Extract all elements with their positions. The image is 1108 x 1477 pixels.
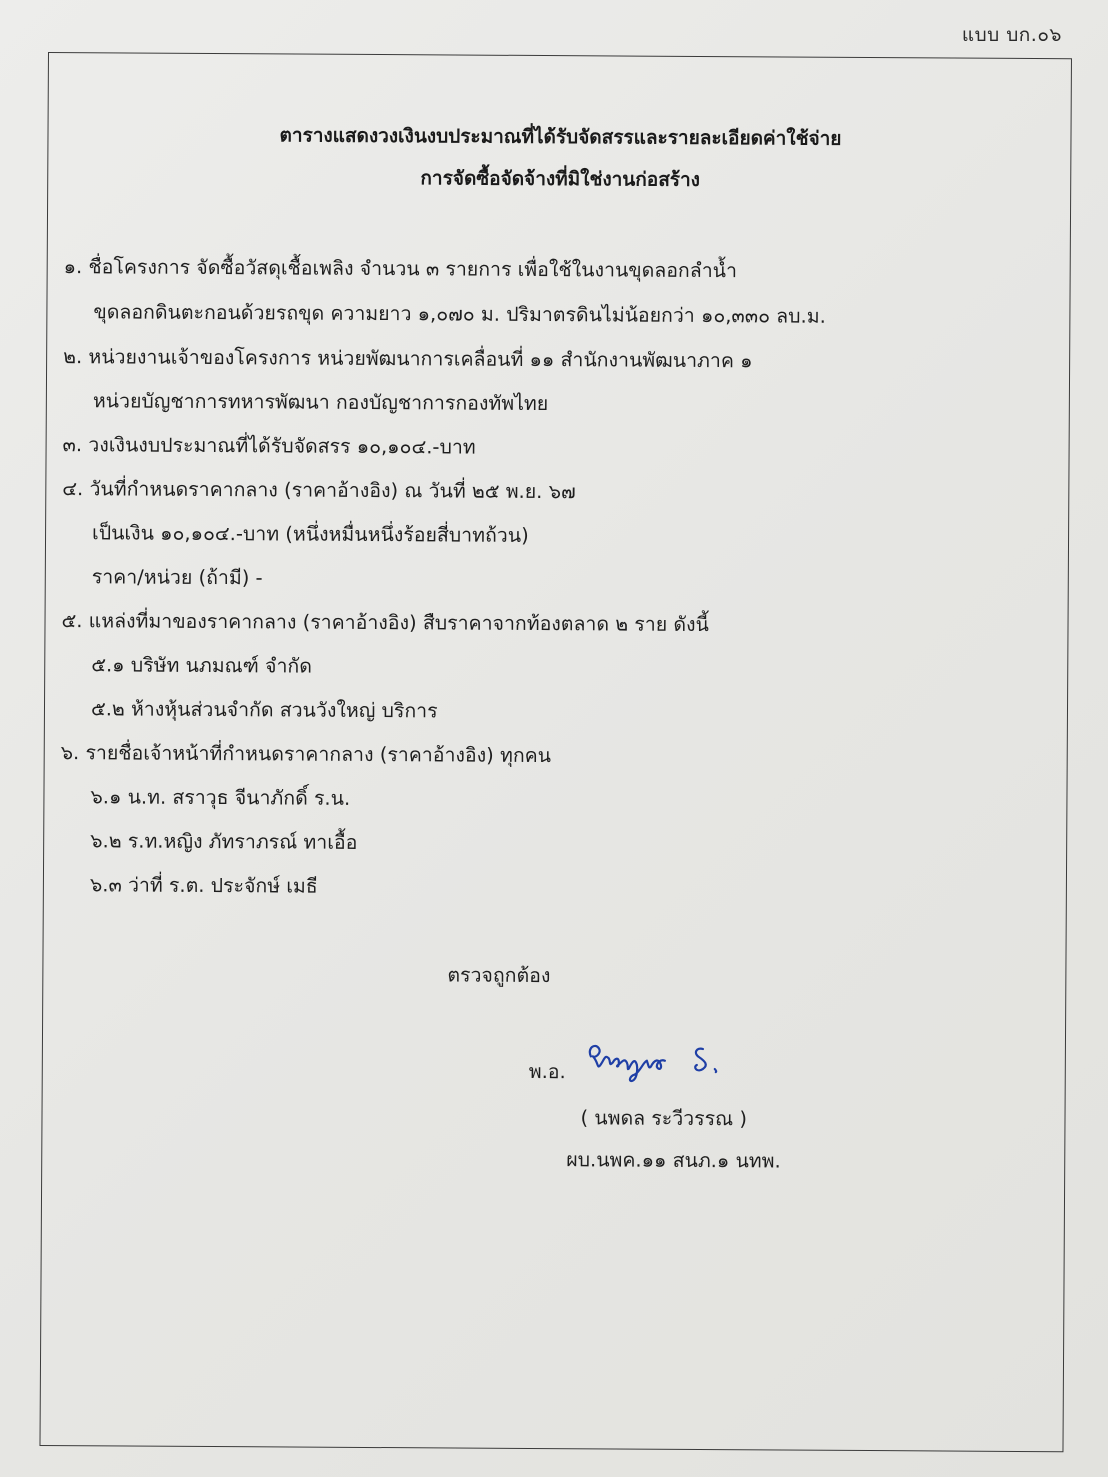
item-2-agency-parent: หน่วยบัญชาการทหารพัฒนา กองบัญชาการกองทัพไทย — [92, 389, 549, 416]
item-6-1-officer: ๖.๑ น.ท. สราวุธ จีนาภักดิ์ ร.น. — [90, 785, 351, 810]
document-title-line1: ตารางแสดงวงเงินงบประมาณที่ได้รับจัดสรรและรายละเอียดค่าใช้จ่าย — [279, 124, 842, 150]
form-code: แบบ บก.๐๖ — [961, 24, 1062, 46]
item-3-budget: ๓. วงเงินงบประมาณที่ได้รับจัดสรร ๑๐,๑๐๔.-บาท — [62, 433, 476, 459]
signer-position: ผบ.นพค.๑๑ สนภ.๑ นทพ. — [566, 1148, 781, 1173]
item-6-3-officer: ๖.๓ ว่าที่ ร.ต. ประจักษ์ เมธี — [89, 873, 318, 898]
signer-name: ( นพดล ระวีวรรณ ) — [580, 1106, 748, 1131]
item-4-amount: เป็นเงิน ๑๐,๑๐๔.-บาท (หนึ่งหมื่นหนึ่งร้อยสี่บาทถ้วน) — [91, 521, 529, 547]
handwritten-signature — [585, 1034, 745, 1087]
item-1-project-detail: ขุดลอกดินตะกอนด้วยรถขุด ความยาว ๑,๐๗๐ ม. ปริมาตรดินไม่น้อยกว่า ๑๐,๓๓๐ ลบ.ม. — [93, 300, 826, 328]
signer-rank: พ.อ. — [528, 1059, 566, 1084]
item-4-unit-price: ราคา/หน่วย (ถ้ามี) - — [91, 565, 263, 590]
item-4-reference-date: ๔. วันที่กำหนดราคากลาง (ราคาอ้างอิง) ณ วันที่ ๒๕ พ.ย. ๖๗ — [62, 477, 576, 504]
document-title-line2: การจัดซื้อจัดจ้างที่มิใช่งานก่อสร้าง — [420, 167, 701, 191]
verification-label: ตรวจถูกต้อง — [447, 963, 551, 988]
item-5-1-vendor: ๕.๑ บริษัท นภมณฑ์ จำกัด — [91, 653, 312, 678]
item-2-agency: ๒. หน่วยงานเจ้าของโครงการ หน่วยพัฒนาการเคลื่อนที่ ๑๑ สำนักงานพัฒนาภาค ๑ — [63, 345, 753, 373]
document-frame — [39, 52, 1071, 1452]
item-6-2-officer: ๖.๒ ร.ท.หญิง ภัทราภรณ์ ทาเอื้อ — [90, 829, 358, 854]
item-1-project-name: ๑. ชื่อโครงการ จัดซื้อวัสดุเชื้อเพลิง จำนวน ๓ รายการ เพื่อใช้ในงานขุดลอกลำน้ำ — [63, 255, 738, 283]
item-5-price-source: ๕. แหล่งที่มาของราคากลาง (ราคาอ้างอิง) สืบราคาจากท้องตลาด ๒ ราย ดังนี้ — [61, 609, 709, 637]
item-6-officers: ๖. รายชื่อเจ้าหน้าที่กำหนดราคากลาง (ราคาอ้างอิง) ทุกคน — [60, 741, 552, 768]
item-5-2-vendor: ๕.๒ ห้างหุ้นส่วนจำกัด สวนวังใหญ่ บริการ — [90, 697, 438, 723]
